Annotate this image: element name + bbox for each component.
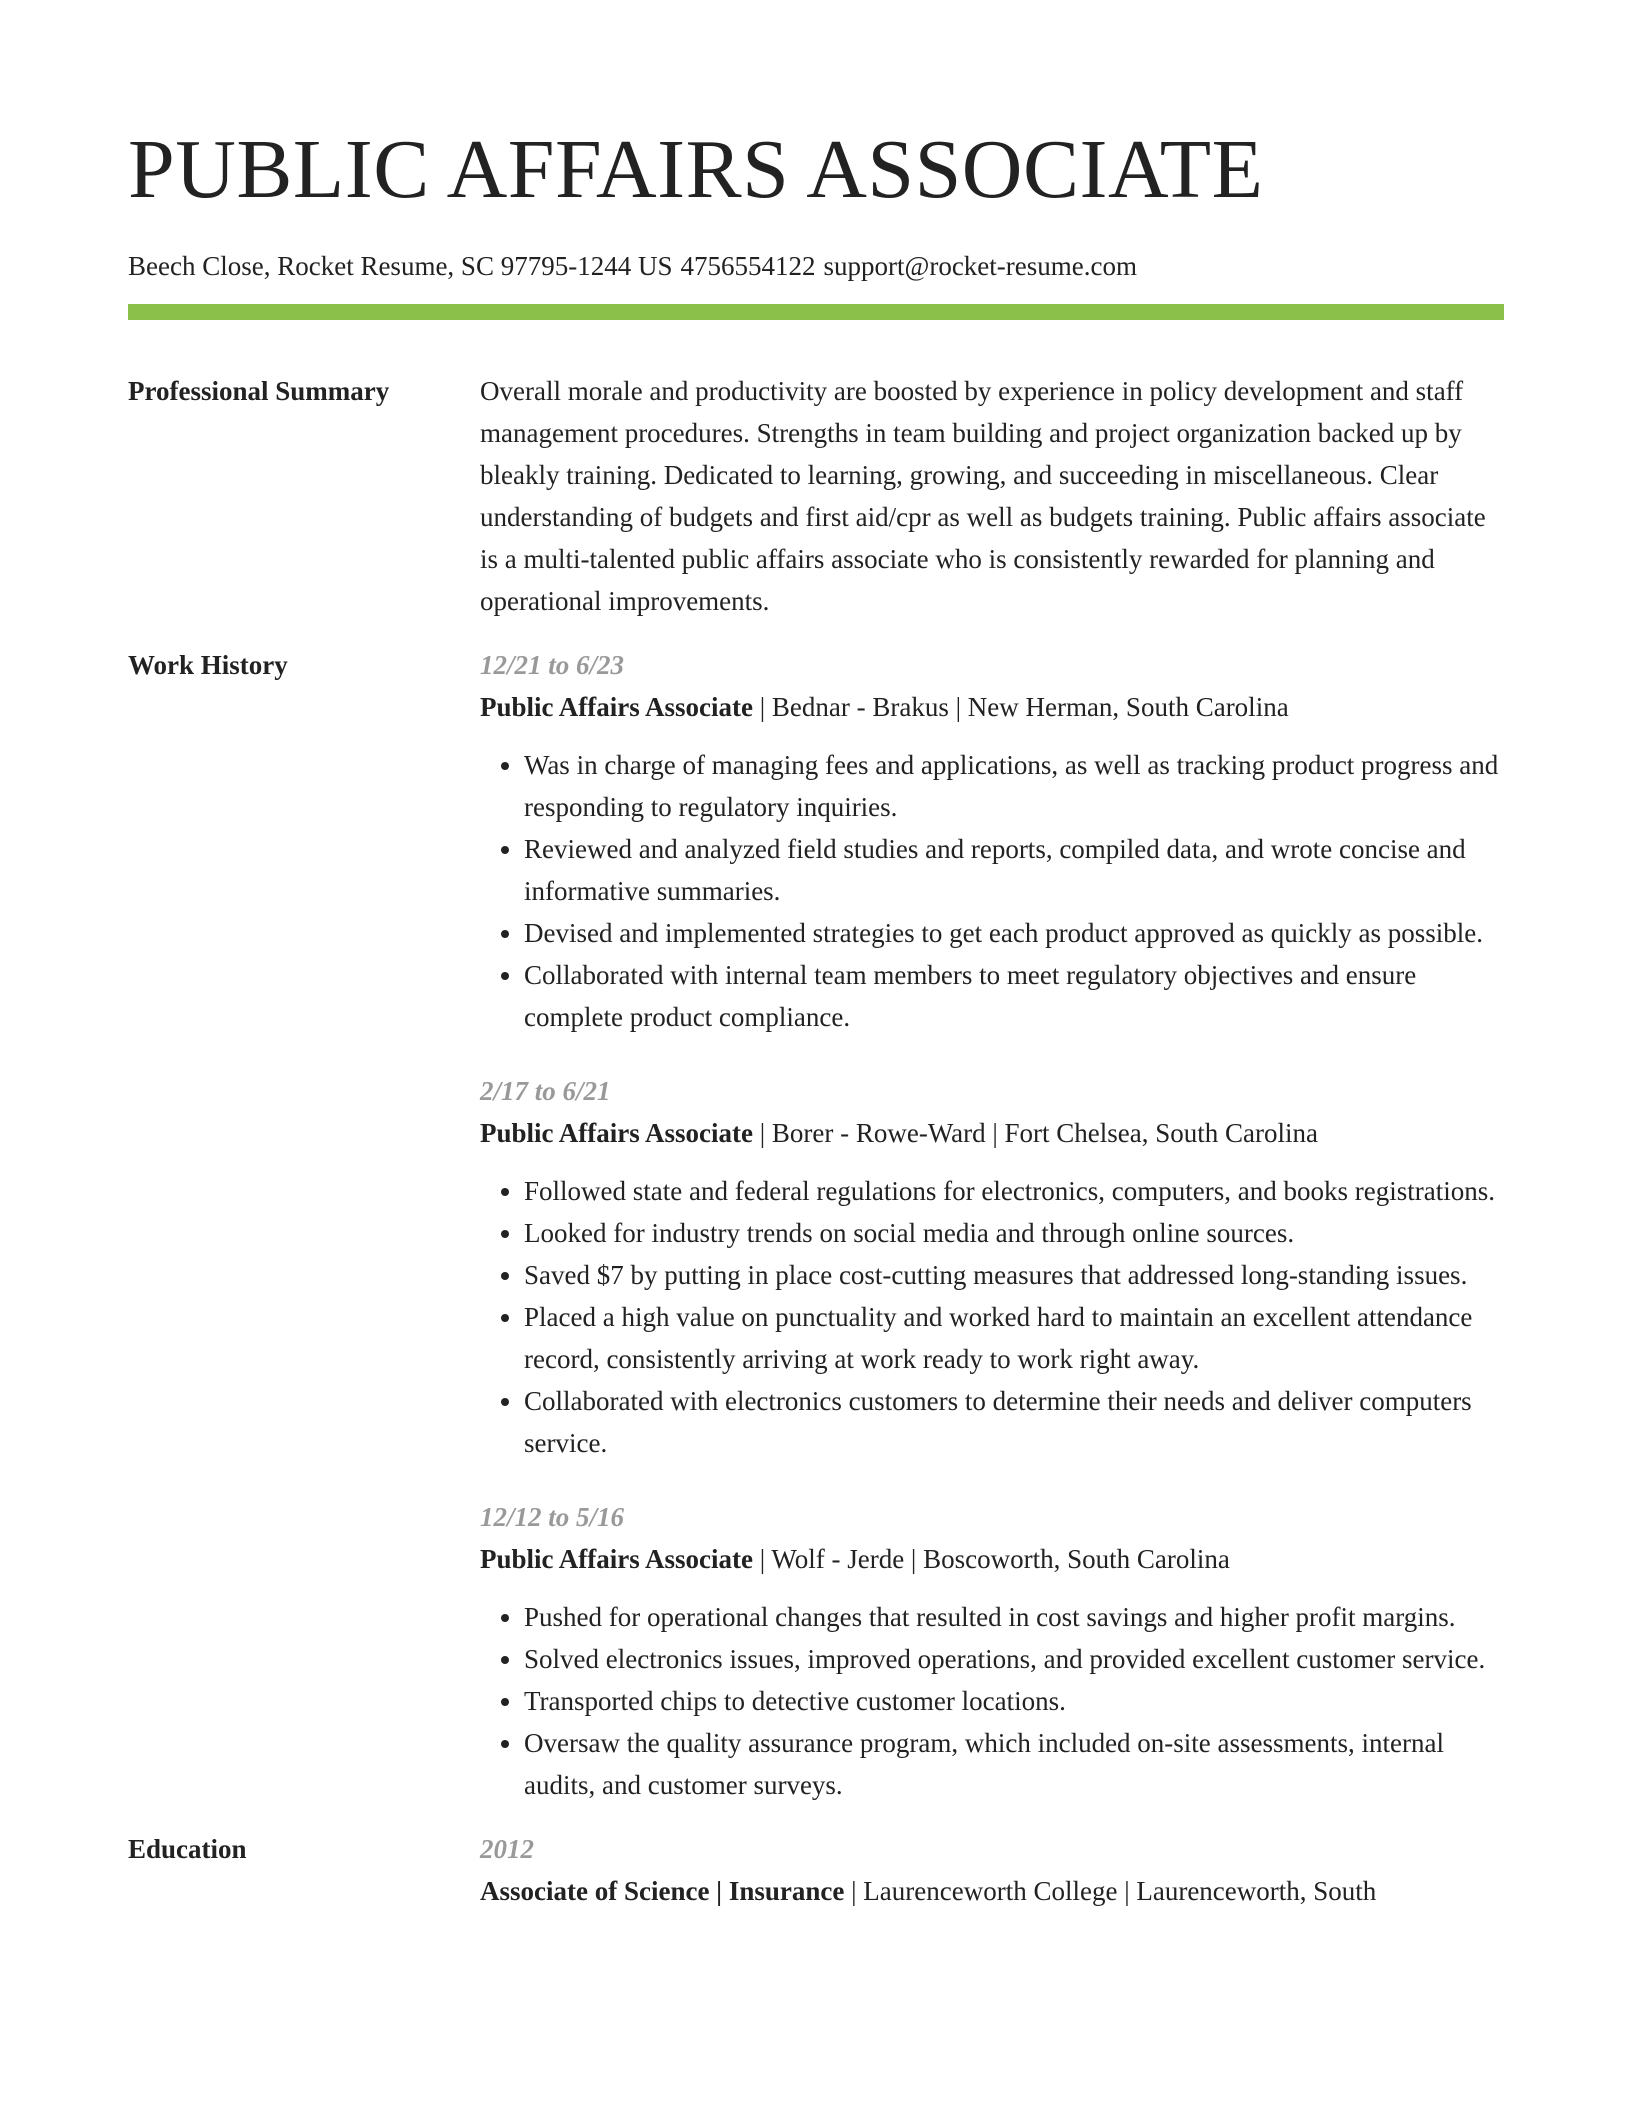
job-heading: [480, 686, 1504, 728]
job-bullet: • Was in charge of managing fees and applications, as well as tracking product progress and responding to regulatory inquiries.: [524, 744, 1504, 828]
education-heading: [480, 1870, 1504, 1912]
job-bullet: • Placed a high value on punctuality and worked hard to maintain an excellent attendance record, consistently arriving at work ready to work right away.: [524, 1296, 1504, 1380]
summary-text: Overall morale and productivity are boosted by experience in policy development and staff management procedures. Strengths in team building and project organization backed up by bleakly training. Dedicated to learning, growing, and succeeding in miscellaneous. Clear understanding of budgets and first aid/cpr as well as budgets training. Public affairs associate is a multi-talented public affairs associate who is consistently rewarded for planning and operational improvements.: [480, 376, 1486, 616]
education-year: 2012: [480, 1834, 534, 1864]
job-details: | Wolf - Jerde | Boscoworth, South Carolina: [752, 1544, 1230, 1574]
job-heading: [480, 1112, 1504, 1154]
job-bullets: [480, 744, 1504, 1038]
education-details: | Laurenceworth College | Laurenceworth, South: [844, 1876, 1377, 1906]
contact-email: support@rocket-resume.com: [823, 251, 1137, 281]
work-history-section: [128, 644, 1504, 1806]
job-bullets: [480, 1596, 1504, 1806]
job-bullet: • Followed state and federal regulations for electronics, computers, and books registrations.: [524, 1170, 1504, 1212]
job-bullet: • Pushed for operational changes that resulted in cost savings and higher profit margins.: [524, 1596, 1504, 1638]
job-bullet: • Looked for industry trends on social media and through online sources.: [524, 1212, 1504, 1254]
job-bullet: • Reviewed and analyzed field studies and reports, compiled data, and wrote concise and informative summaries.: [524, 828, 1504, 912]
education-degree: Associate of Science | Insurance: [480, 1876, 845, 1906]
job-entry: [480, 1496, 1504, 1806]
candidate-name: PUBLIC AFFAIRS ASSOCIATE: [128, 123, 1264, 216]
job-bullet: • Transported chips to detective customer locations.: [524, 1680, 1504, 1722]
job-heading: [480, 1538, 1504, 1580]
job-bullet: • Oversaw the quality assurance program, which included on-site assessments, internal audits, and customer surveys.: [524, 1722, 1504, 1806]
job-bullet: • Devised and implemented strategies to get each product approved as quickly as possible.: [524, 912, 1504, 954]
summary-title: Professional Summary: [128, 376, 390, 406]
job-bullet: • Saved $7 by putting in place cost-cutting measures that addressed long-standing issues.: [524, 1254, 1504, 1296]
job-details: | Bednar - Brakus | New Herman, South Carolina: [752, 692, 1289, 722]
job-dates: 12/12 to 5/16: [480, 1502, 625, 1532]
work-history-body: [480, 644, 1504, 1806]
summary-section: [128, 370, 1504, 622]
resume-page: [128, 0, 1504, 1912]
job-role: Public Affairs Associate: [480, 692, 753, 722]
job-dates: 2/17 to 6/21: [480, 1076, 611, 1106]
job-entry: [480, 644, 1504, 1038]
job-role: Public Affairs Associate: [480, 1544, 753, 1574]
job-role: Public Affairs Associate: [480, 1118, 753, 1148]
education-title: Education: [128, 1834, 247, 1864]
education-section: [128, 1828, 1504, 1912]
education-body: [480, 1828, 1504, 1912]
job-bullet: • Collaborated with internal team members to meet regulatory objectives and ensure complete product compliance.: [524, 954, 1504, 1038]
job-entry: [480, 1070, 1504, 1464]
contact-line: [128, 248, 1504, 284]
job-dates: 12/21 to 6/23: [480, 650, 625, 680]
job-bullet: • Collaborated with electronics customers to determine their needs and deliver computers service.: [524, 1380, 1504, 1464]
work-history-title: Work History: [128, 650, 288, 680]
contact-phone: 4756554122: [680, 251, 816, 281]
contact-address: Beech Close, Rocket Resume, SC 97795-1244 US: [128, 251, 673, 281]
job-bullets: [480, 1170, 1504, 1464]
header-divider: [128, 304, 1504, 320]
job-details: | Borer - Rowe-Ward | Fort Chelsea, South Carolina: [752, 1118, 1319, 1148]
job-bullet: • Solved electronics issues, improved operations, and provided excellent customer service.: [524, 1638, 1504, 1680]
